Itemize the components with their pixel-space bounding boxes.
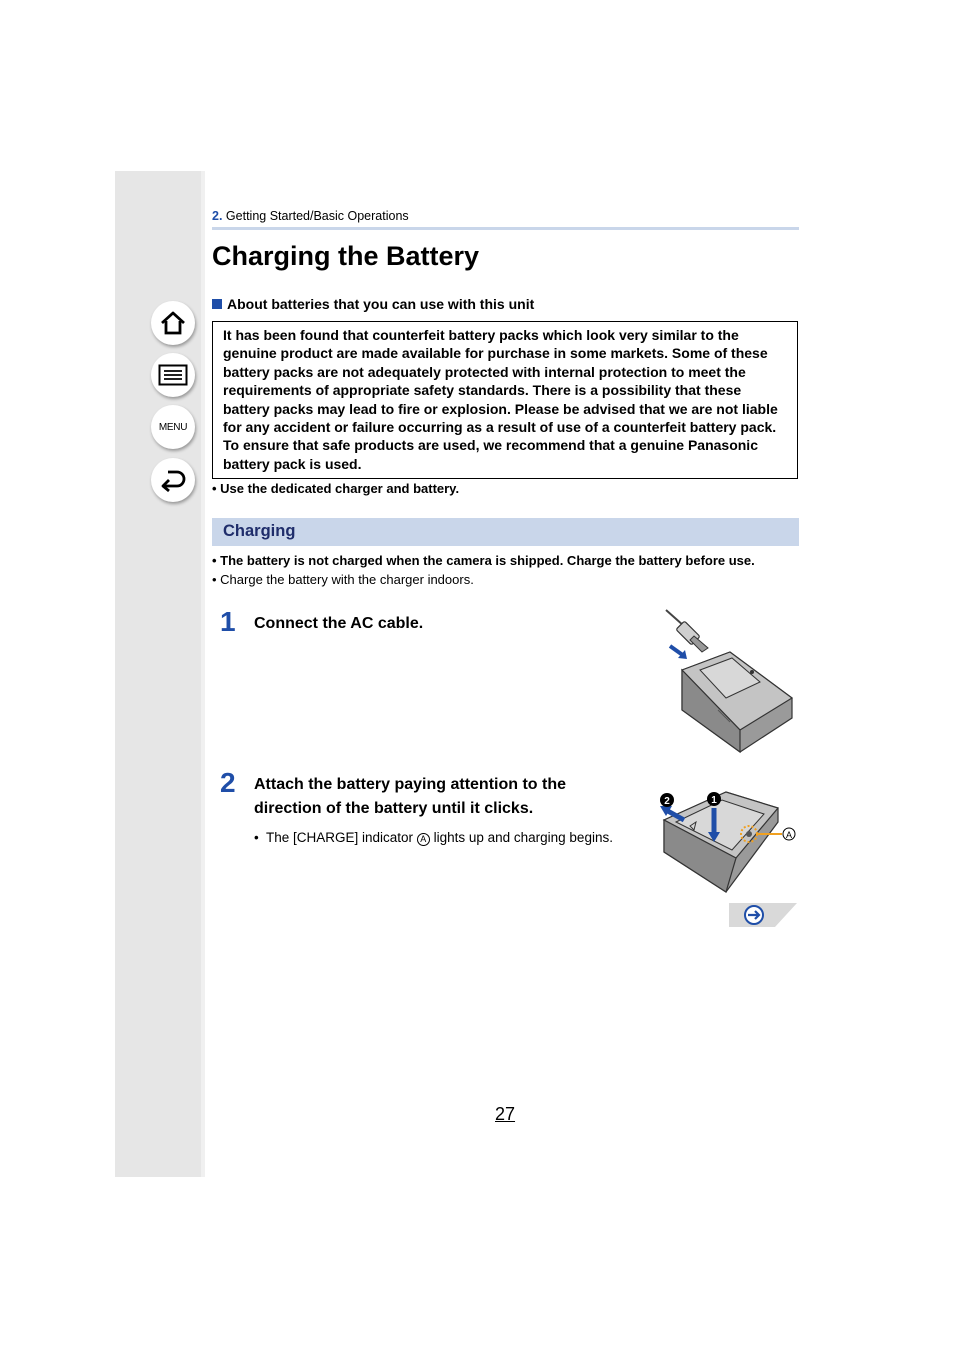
step-1-text: Connect the AC cable. [254, 615, 424, 632]
note-text-after: lights up and charging begins. [433, 830, 613, 845]
battery-insertion-illustration [656, 788, 800, 896]
step-number-2: 2 [220, 767, 236, 798]
page-title: Charging the Battery [212, 241, 480, 271]
step-2-text-line2: direction of the battery until it clicks. [254, 800, 534, 817]
page-number: 27 [495, 1104, 516, 1124]
subheading-text: About batteries that you can use with this unit [227, 296, 535, 312]
section-title: Charging [223, 522, 296, 540]
menu-button-label: MENU [158, 421, 188, 433]
step-number-1: 1 [220, 606, 236, 637]
callout-label-1: 1 [711, 795, 717, 806]
home-button[interactable] [151, 301, 195, 345]
indicator-marker-a: A [417, 833, 430, 846]
list-icon [158, 364, 188, 386]
bullet-text: Charge the battery with the charger indoors. [220, 572, 474, 587]
header-rule [212, 227, 799, 230]
contents-button[interactable] [151, 353, 195, 397]
warning-notice-box: It has been found that counterfeit battery packs which look very similar to the genuine product are made available for purchase in some markets. Some of these battery packs are not adequately protected with internal protection to meet the requirements of appropriate safety standards. There is a possibility that these battery packs may lead to fire or explosion. Please be advised that we are not liable for any accident or failure occurring as a result of use of a counterfeit battery pack. To ensure that safe products are used, we recommend that a genuine Panasonic battery pack is used. [212, 321, 798, 479]
step-2-note: • The [CHARGE] indicator A lights up and charging begins. [254, 830, 613, 845]
subheading [212, 296, 534, 312]
breadcrumb-number: 2. [212, 209, 223, 223]
back-button[interactable] [151, 458, 195, 502]
step-2-text-line1: Attach the battery paying attention to the [254, 776, 567, 793]
breadcrumb-text: Getting Started/Basic Operations [225, 209, 409, 223]
bullet-text: Use the dedicated charger and battery. [220, 481, 460, 496]
bullet-item: • Charge the battery with the charger indoors. [212, 572, 474, 587]
note-text-before: The [CHARGE] indicator [265, 830, 414, 845]
breadcrumb [212, 209, 409, 223]
section-header [212, 518, 799, 546]
return-icon [159, 468, 187, 492]
menu-button[interactable] [151, 405, 195, 449]
home-icon [159, 310, 187, 336]
sidebar-divider [201, 171, 205, 1177]
step-2-text [254, 773, 566, 821]
bullet-text: The battery is not charged when the camera is shipped. Charge the battery before use. [220, 553, 755, 568]
square-bullet-icon [212, 299, 222, 309]
callout-label-2: 2 [664, 796, 670, 807]
callout-label-a: A [785, 830, 793, 840]
bullet-item: • Use the dedicated charger and battery. [212, 481, 460, 496]
next-page-button[interactable] [729, 903, 799, 927]
charger-ac-cable-illustration [660, 606, 800, 758]
bullet-item: • The battery is not charged when the camera is shipped. Charge the battery before use. [212, 553, 755, 568]
